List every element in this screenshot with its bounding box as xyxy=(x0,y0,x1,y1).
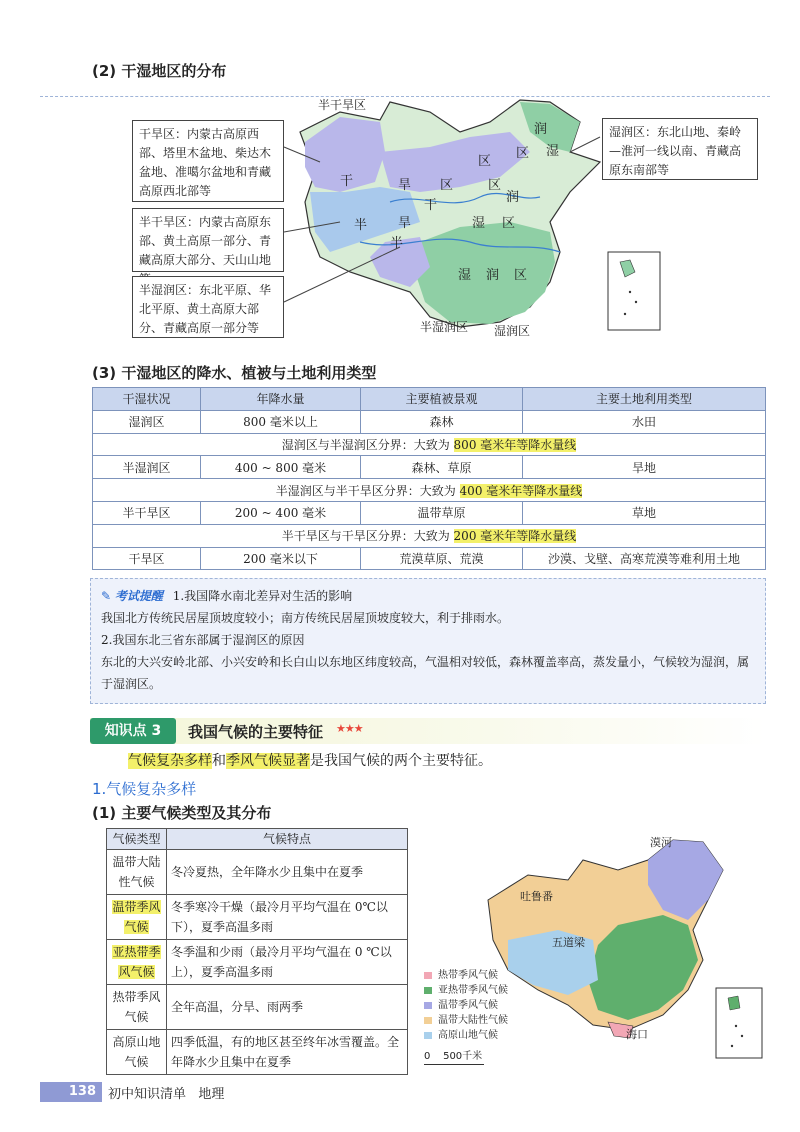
map-char: 干 xyxy=(424,198,438,213)
callout-semiarid-zone: 半干旱区：内蒙古高原东部、黄土高原一部分、青藏高原大部分、天山山地 xyxy=(132,208,284,272)
legend-swatch xyxy=(424,1017,432,1024)
knowledge-point-bar xyxy=(90,718,766,744)
map-char: 区 xyxy=(478,154,492,169)
tip-tag: 考试提醒 xyxy=(114,589,163,603)
climate-feature-cell: 全年高温，分旱、雨两季 xyxy=(167,985,408,1030)
note-text: 半干旱区与干旱区分界：大致为 xyxy=(281,529,454,544)
map-char: 区 xyxy=(440,178,454,193)
table-cell: 400 ~ 800 毫米 xyxy=(201,456,361,479)
climate-feature-cell: 冬季寒冷干燥（最冷月平均气温在 0℃以下），夏季高温多雨 xyxy=(167,895,408,940)
south-china-sea-inset xyxy=(716,988,762,1058)
intro-text: 是我国气候的两个主要特征。 xyxy=(310,753,492,769)
legend-swatch xyxy=(424,972,432,979)
map-char: 干 xyxy=(340,174,354,189)
table-note-row xyxy=(93,524,766,547)
table-cell: 半干旱区 xyxy=(93,501,201,524)
climate-intro-sentence xyxy=(128,750,492,770)
col-header-precipitation: 年降水量 xyxy=(201,388,361,411)
note-highlight: 200 毫米年等降水量线 xyxy=(453,529,577,544)
map-char: 半 xyxy=(354,218,368,233)
legend-label: 温带季风气候 xyxy=(438,1000,498,1011)
tip-answer-2: 东北的大兴安岭北部、小兴安岭和长白山以东地区纬度较高，气温相对较低，森林覆盖率高，蒸发量小，气候较为湿润，属于湿润区。 xyxy=(101,655,750,691)
legend-item xyxy=(424,983,508,998)
table-row xyxy=(107,1030,408,1075)
climate-type-cell: 热带季风气候 xyxy=(107,985,167,1030)
climate-type-highlight: 亚热带季风气候 xyxy=(112,945,161,979)
legend-item xyxy=(424,1013,508,1028)
place-label-turpan: 吐鲁番 xyxy=(520,890,553,903)
tip-question-1: 1.我国降水南北差异对生活的影响 xyxy=(172,589,353,603)
tip-question-2: 2.我国东北三省东部属于湿润区的原因 xyxy=(101,633,305,647)
humid-south xyxy=(415,222,555,324)
climate-type-cell xyxy=(107,940,167,985)
legend-label: 热带季风气候 xyxy=(438,970,498,981)
map-char: 区 xyxy=(516,146,530,161)
table-cell: 森林 xyxy=(361,410,523,433)
legend-label: 亚热带季风气候 xyxy=(438,985,508,996)
table-cell: 半湿润区 xyxy=(93,456,201,479)
intro-highlight-1: 气候复杂多样 xyxy=(128,753,212,769)
table-note-row xyxy=(93,433,766,456)
label-semiarid-zone: 半干旱区 xyxy=(318,98,367,112)
note-text: 湿润区与半湿润区分界：大致为 xyxy=(281,437,454,452)
map-char: 区 xyxy=(488,178,502,193)
table-header-row xyxy=(107,829,408,850)
col-header-climate-features: 气候特点 xyxy=(167,829,408,850)
note-highlight: 800 毫米年等降水量线 xyxy=(453,437,577,452)
boundary-note xyxy=(93,433,766,456)
exam-tip-box xyxy=(90,578,766,704)
table-cell: 沙漠、戈壁、高寒荒漠等难利用土地 xyxy=(523,547,766,570)
climate-type-highlight: 温带季风气候 xyxy=(112,900,161,934)
subheading-climate-types: (1) 主要气候类型及其分布 xyxy=(92,804,272,822)
climate-feature-cell: 冬季温和少雨（最冷月平均气温在 0 ℃以上），夏季高温多雨 xyxy=(167,940,408,985)
col-header-climate-type: 气候类型 xyxy=(107,829,167,850)
table-row xyxy=(93,456,766,479)
table-cell: 干旱区 xyxy=(93,547,201,570)
table-cell: 旱地 xyxy=(523,456,766,479)
note-text: 半湿润区与半干旱区分界：大致为 xyxy=(275,483,460,498)
legend-swatch xyxy=(424,987,432,994)
map-char: 半 xyxy=(390,236,404,251)
legend-item xyxy=(424,998,508,1013)
table-row xyxy=(93,501,766,524)
intro-highlight-2: 季风气候显著 xyxy=(226,753,310,769)
map-char: 润 xyxy=(534,122,548,137)
table-row xyxy=(107,850,408,895)
table-cell: 荒漠草原、荒漠 xyxy=(361,547,523,570)
tip-question-1-line xyxy=(101,585,755,607)
intro-text: 和 xyxy=(212,753,226,769)
place-label-wudaoliang: 五道梁 xyxy=(552,936,585,949)
climate-feature-cell: 冬冷夏热，全年降水少且集中在夏季 xyxy=(167,850,408,895)
legend-label: 温带大陆性气候 xyxy=(438,1015,508,1026)
legend-label: 高原山地气候 xyxy=(438,1030,498,1041)
table-cell: 200 毫米以下 xyxy=(201,547,361,570)
note-highlight: 400 毫米年等降水量线 xyxy=(459,483,583,498)
table-row xyxy=(107,985,408,1030)
table-cell: 温带草原 xyxy=(361,501,523,524)
map-char: 旱 xyxy=(398,216,412,231)
map-char: 湿 xyxy=(458,268,472,283)
climate-map-legend xyxy=(424,968,508,1065)
table-cell: 800 毫米以上 xyxy=(201,410,361,433)
south-china-sea-inset xyxy=(608,252,660,330)
legend-item xyxy=(424,968,508,983)
section-heading-precipitation-vegetation: (3) 干湿地区的降水、植被与土地利用类型 xyxy=(92,364,377,382)
label-semihumid-zone: 半湿润区 xyxy=(420,320,469,334)
place-label-haikou: 海口 xyxy=(626,1028,648,1041)
col-header-vegetation: 主要植被景观 xyxy=(361,388,523,411)
table-note-row xyxy=(93,479,766,502)
table-cell: 200 ~ 400 毫米 xyxy=(201,501,361,524)
map-char: 湿 xyxy=(546,144,560,159)
table-cell: 湿润区 xyxy=(93,410,201,433)
pen-icon: ✎ xyxy=(101,589,112,603)
map-scale: 0 500千米 xyxy=(424,1049,484,1065)
label-humid-zone: 湿润区 xyxy=(494,324,531,338)
book-title: 初中知识清单 地理 xyxy=(108,1087,225,1102)
climate-type-cell xyxy=(107,895,167,940)
climate-type-cell: 温带大陆性气候 xyxy=(107,850,167,895)
table-cell: 森林、草原 xyxy=(361,456,523,479)
map-char: 区 xyxy=(514,268,528,283)
table-header-row xyxy=(93,388,766,411)
table-cell: 草地 xyxy=(523,501,766,524)
col-header-land-use: 主要土地利用类型 xyxy=(523,388,766,411)
climate-feature-cell: 四季低温，有的地区甚至终年冰雪覆盖。全年降水少且集中在夏季 xyxy=(167,1030,408,1075)
knowledge-point-title: 我国气候的主要特征 xyxy=(188,723,324,741)
page-footer xyxy=(40,1082,800,1102)
map-char: 旱 xyxy=(398,178,412,193)
legend-swatch xyxy=(424,1002,432,1009)
legend-swatch xyxy=(424,1032,432,1039)
climate-type-cell: 高原山地气候 xyxy=(107,1030,167,1075)
boundary-note xyxy=(93,524,766,547)
climate-types-table xyxy=(106,828,408,1075)
boundary-note xyxy=(93,479,766,502)
map-char: 区 xyxy=(502,216,516,231)
table-row xyxy=(107,940,408,985)
table-row xyxy=(93,547,766,570)
table-row xyxy=(93,410,766,433)
callout-humid-zone: 湿润区：东北山地、秦岭—淮河一线以南、青藏高原东南部等 xyxy=(602,118,758,180)
tip-answer-1: 我国北方传统民居屋顶坡度较小；南方传统民居屋顶坡度较大，利于排雨水。 xyxy=(101,611,510,625)
table-cell: 水田 xyxy=(523,410,766,433)
section-heading-dry-wet-distribution: (2) 干湿地区的分布 xyxy=(92,62,227,80)
col-header-status: 干湿状况 xyxy=(93,388,201,411)
legend-item xyxy=(424,1028,508,1043)
callout-semihumid-zone: 半湿润区：东北平原、华北平原、黄土高原大部分、青藏高原一部分等 xyxy=(132,276,284,338)
importance-stars: ★★★ xyxy=(336,722,363,735)
map-char: 润 xyxy=(486,268,500,283)
table-row xyxy=(107,895,408,940)
map-char: 湿 xyxy=(472,216,486,231)
knowledge-point-badge: 知识点 3 xyxy=(90,718,176,744)
map-char: 润 xyxy=(506,190,520,205)
callout-arid-zone: 干旱区：内蒙古高原西部、塔里木盆地、柴达木盆地、准噶尔盆地和青藏高原西北部等 xyxy=(132,120,284,202)
place-label-mohe: 漠河 xyxy=(650,836,672,849)
page-number: 138 xyxy=(40,1082,102,1102)
dry-wet-comparison-table xyxy=(92,387,766,570)
subheading-climate-diverse: 1.气候复杂多样 xyxy=(92,780,197,798)
